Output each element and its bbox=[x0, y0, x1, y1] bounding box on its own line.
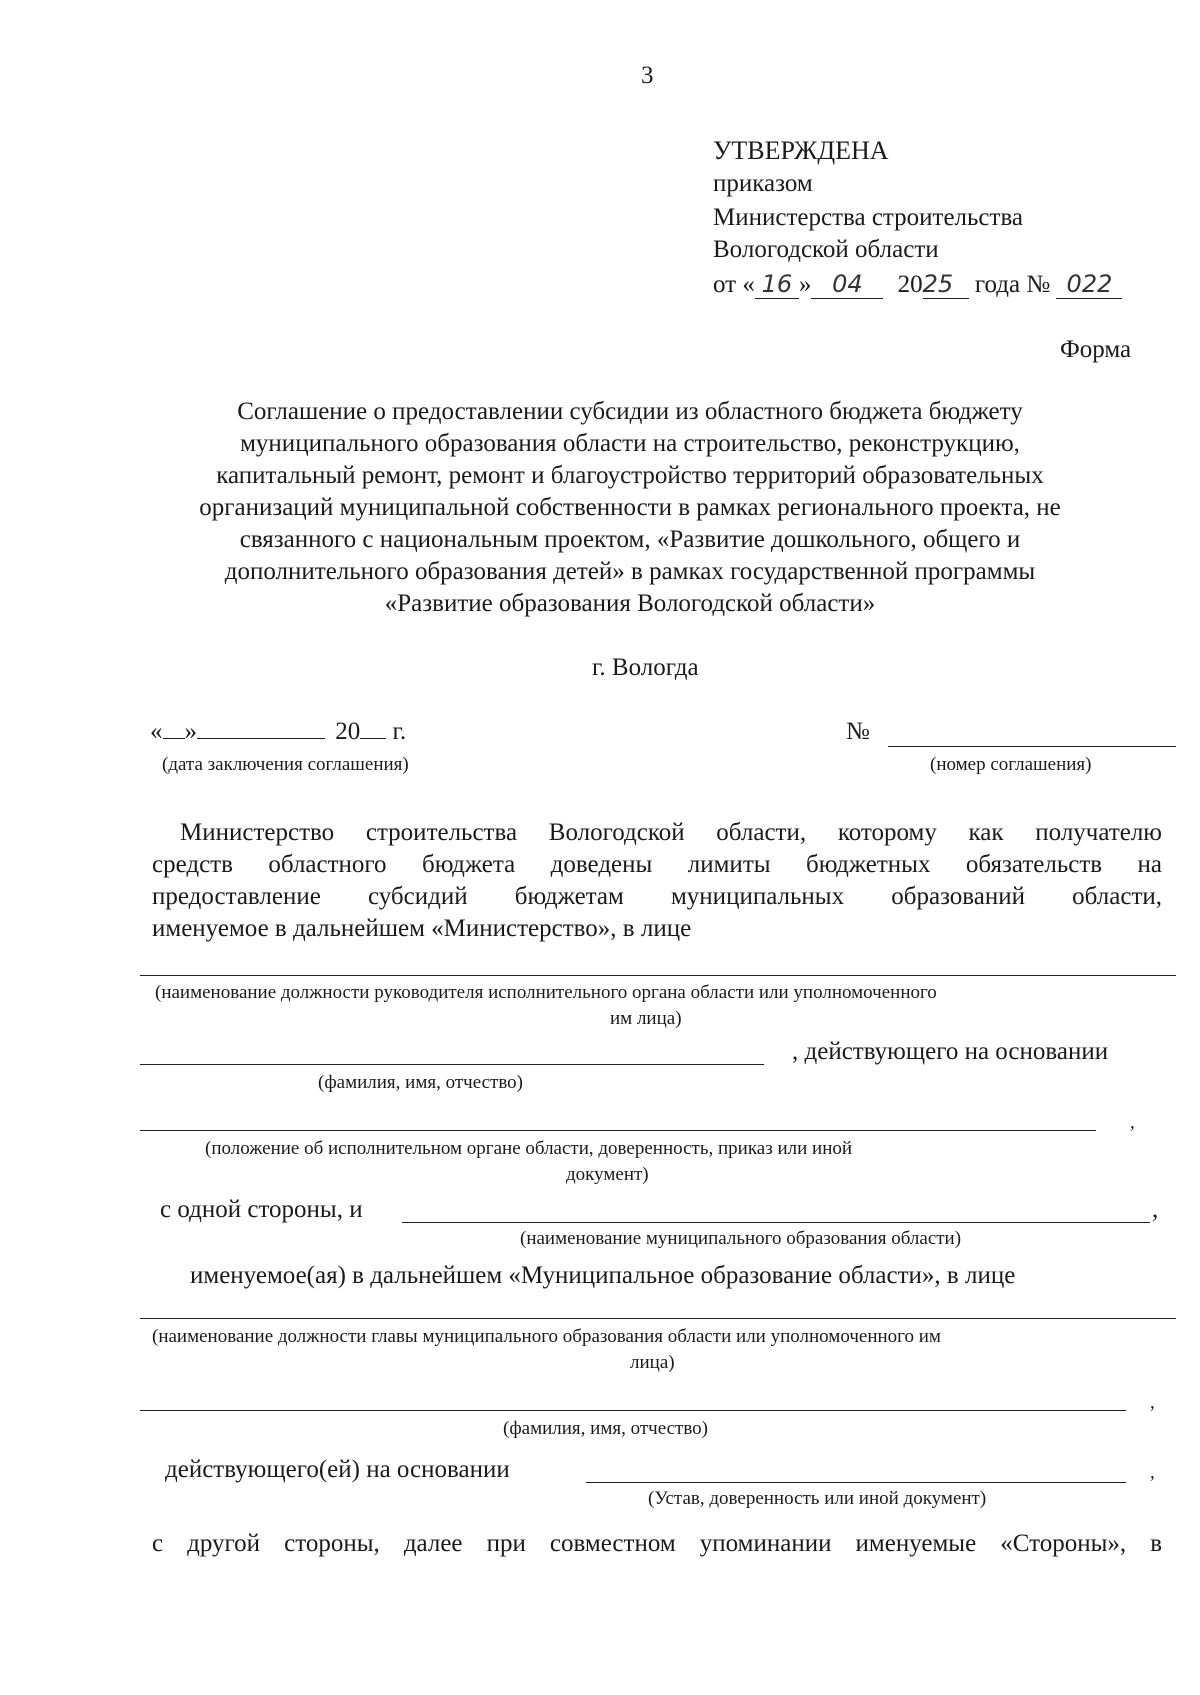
page-number: 3 bbox=[641, 62, 654, 89]
year-prefix: 20 bbox=[897, 271, 923, 298]
acting-basis-2: действующего(ей) на основании bbox=[165, 1456, 510, 1483]
charter-blank bbox=[586, 1482, 1126, 1483]
referred-as-text: именуемое(ая) в дальнейшем «Муниципальное образование области», в лице bbox=[190, 1262, 1016, 1289]
body-line: Министерство строительства Вологодской области, которому как получателю bbox=[180, 819, 1162, 846]
regulation-caption: (положение об исполнительном органе области, доверенность, приказ или иной bbox=[205, 1138, 853, 1159]
approval-line-2: Министерства строительства bbox=[713, 204, 1024, 231]
approval-day: 16 bbox=[755, 270, 799, 299]
one-side-text: с одной стороны, и bbox=[160, 1196, 363, 1223]
regulation-blank bbox=[140, 1130, 1096, 1131]
head-position-blank bbox=[140, 975, 1176, 976]
date-field bbox=[150, 718, 406, 746]
body-paragraph bbox=[152, 817, 1162, 945]
comma: , bbox=[1152, 1196, 1159, 1223]
charter-caption: (Устав, доверенность или иной документ) bbox=[648, 1488, 987, 1509]
date-year-suffix: г. bbox=[392, 718, 407, 745]
city: г. Вологда bbox=[592, 654, 699, 681]
approval-month: 04 bbox=[811, 270, 883, 299]
regulation-caption-cont: документ) bbox=[566, 1164, 649, 1185]
title-line: «Развитие образования Вологодской области» bbox=[384, 590, 876, 617]
head-mun-caption-cont: лица) bbox=[630, 1352, 675, 1373]
body-line: именуемое в дальнейшем «Министерство», в лице bbox=[152, 915, 692, 942]
date-prefix: от « bbox=[713, 271, 755, 298]
number-blank bbox=[888, 746, 1176, 747]
head-mun-blank bbox=[140, 1318, 1176, 1319]
title-line: Соглашение о предоставлении субсидии из областного бюджета бюджету bbox=[237, 398, 1023, 425]
form-label: Форма bbox=[1060, 336, 1132, 363]
fio2-caption: (фамилия, имя, отчество) bbox=[503, 1418, 709, 1439]
date-open-quote: « bbox=[150, 718, 163, 745]
head-position-caption-cont: им лица) bbox=[610, 1008, 682, 1029]
comma: , bbox=[1150, 1392, 1155, 1413]
body-line: средств областного бюджета доведены лимиты бюджетных обязательств на bbox=[152, 851, 1162, 878]
municipality-caption: (наименование муниципального образования области) bbox=[520, 1228, 962, 1249]
comma: , bbox=[1150, 1462, 1155, 1483]
fio-caption: (фамилия, имя, отчество) bbox=[318, 1072, 524, 1093]
body-line: с другой стороны, далее при совместном упоминании именуемые «Стороны», в bbox=[152, 1530, 1162, 1557]
number-caption: (номер соглашения) bbox=[930, 754, 1092, 775]
body-line: предоставление субсидий бюджетам муниципальных образований области, bbox=[152, 883, 1162, 910]
number-sign: № bbox=[846, 718, 870, 745]
last-line bbox=[152, 1528, 1162, 1560]
approval-number: 022 bbox=[1056, 270, 1122, 299]
date-caption: (дата заключения соглашения) bbox=[162, 754, 409, 775]
head-position-caption: (наименование должности руководителя исполнительного органа области или уполномоченного bbox=[155, 982, 937, 1003]
title-line: муниципального образования области на строительство, реконструкцию, bbox=[240, 430, 1020, 457]
approval-line-3: Вологодской области bbox=[713, 236, 939, 263]
title-line: дополнительного образования детей» в рамках государственной программы bbox=[224, 558, 1036, 585]
title-line: организаций муниципальной собственности в рамках регионального проекта, не bbox=[199, 494, 1061, 521]
municipality-blank bbox=[402, 1222, 1150, 1223]
acting-basis: , действующего на основании bbox=[792, 1038, 1109, 1065]
title-line: капитальный ремонт, ремонт и благоустройство территорий образовательных bbox=[216, 462, 1044, 489]
date-month-blank bbox=[197, 738, 325, 739]
date-mid: » bbox=[798, 271, 812, 298]
year-word: года № bbox=[974, 271, 1051, 298]
agreement-title bbox=[150, 396, 1110, 620]
fio-blank bbox=[140, 1064, 764, 1065]
fio2-blank bbox=[140, 1410, 1126, 1411]
approval-year: 25 bbox=[923, 270, 969, 299]
approval-line-1: приказом bbox=[713, 170, 813, 197]
approval-heading: УТВЕРЖДЕНА bbox=[713, 136, 889, 165]
approval-date-line bbox=[713, 270, 1122, 299]
date-year-blank bbox=[360, 738, 386, 739]
date-day-blank bbox=[163, 738, 185, 739]
head-mun-caption: (наименование должности главы муниципального образования области или уполномоченного им bbox=[152, 1326, 941, 1347]
date-close-quote: » bbox=[184, 718, 197, 745]
title-line: связанного с национальным проектом, «Развитие дошкольного, общего и bbox=[239, 526, 1021, 553]
date-year-prefix: 20 bbox=[335, 718, 361, 745]
comma: , bbox=[1130, 1112, 1135, 1133]
